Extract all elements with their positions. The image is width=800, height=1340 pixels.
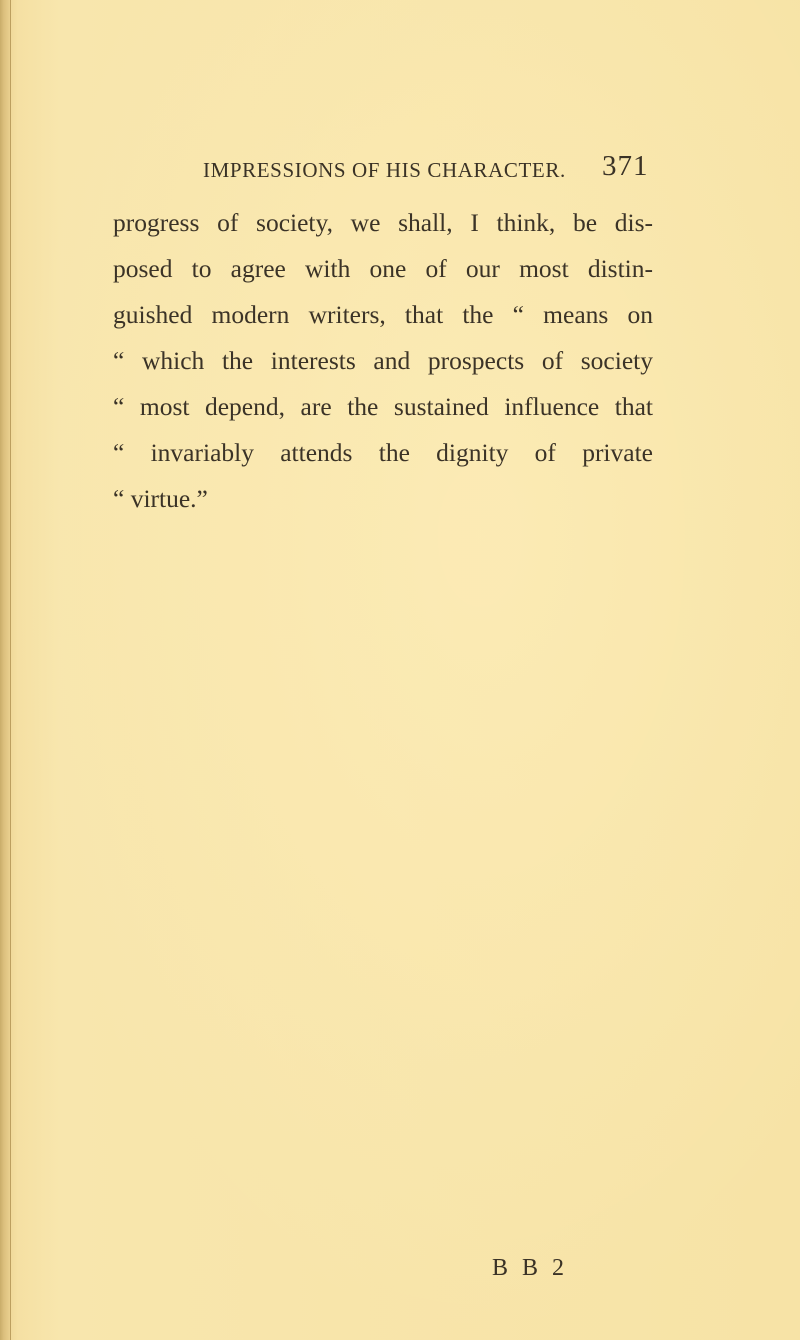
text-line: progress of society, we shall, I think, be dis- (113, 208, 653, 237)
page-number: 371 (602, 150, 649, 182)
text-line: “ which the interests and prospects of society (113, 346, 653, 375)
body-paragraph (113, 200, 653, 522)
running-title: IMPRESSIONS OF HIS CHARACTER. (203, 158, 566, 182)
text-line: posed to agree with one of our most distin- (113, 254, 653, 283)
text-line: “ most depend, are the sustained influence that (113, 392, 653, 421)
running-head (0, 148, 800, 188)
signature-mark: B B 2 (492, 1255, 569, 1281)
text-line: “ virtue.” (113, 484, 208, 513)
page-gutter-edge (0, 0, 11, 1340)
text-line: “ invariably attends the dignity of private (113, 438, 653, 467)
text-line: guished modern writers, that the “ means on (113, 300, 653, 329)
